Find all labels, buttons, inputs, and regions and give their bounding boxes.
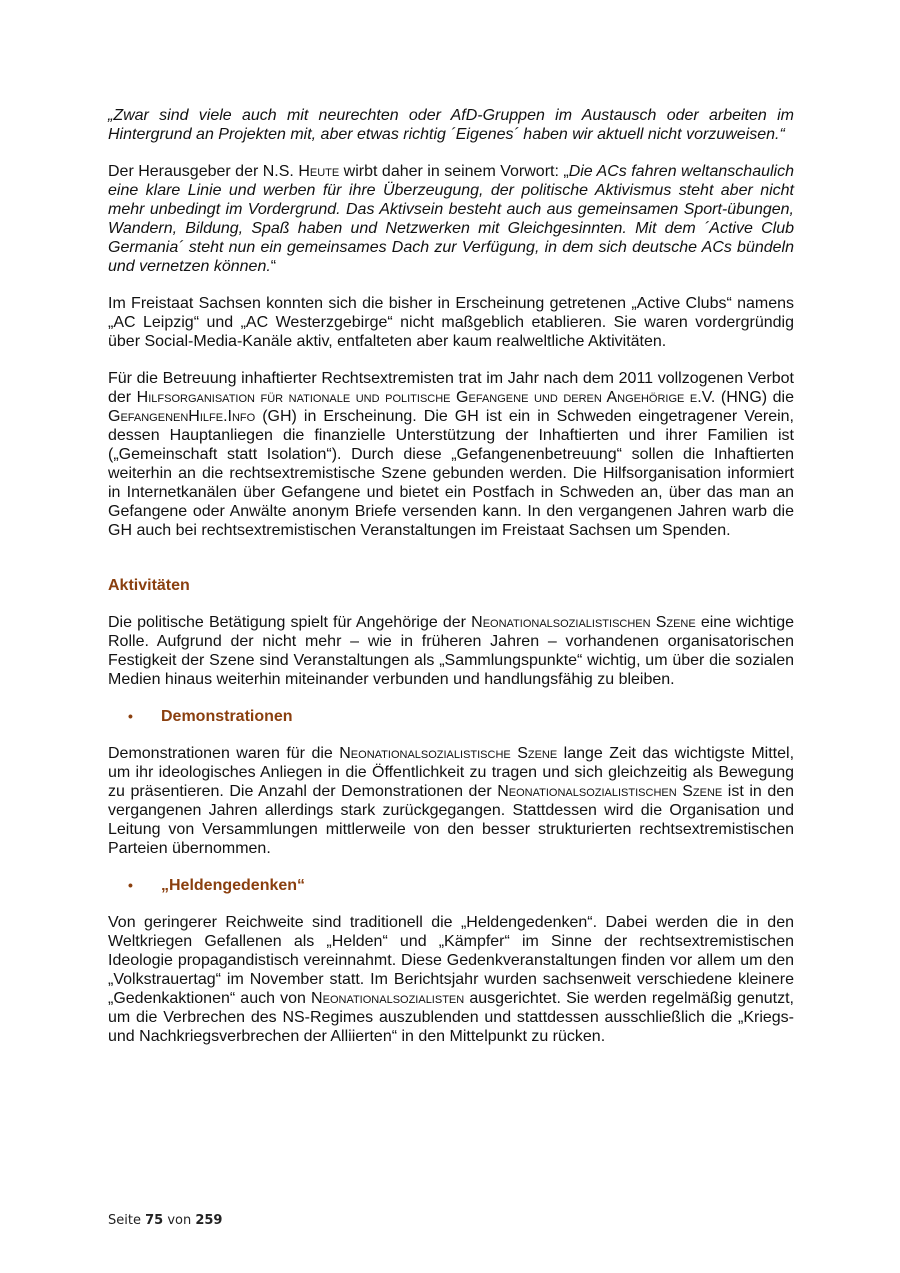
scene-name: Neonationalsozialisten (311, 990, 465, 1007)
text-span: ist in den vergangenen Jahren allerdings stark zurückgegangen. Stattdessen wird die Organisation und Leitung von Versammlungen mittlerweile von den besser strukturierten rechtsextremistischen Parteien übernommen. (108, 783, 795, 857)
organization-name: GefangenenHilfe.Info (108, 408, 256, 425)
page-body (108, 106, 794, 1046)
text-span: Für die Betreuung inhaftierter Rechtsextremisten trat im Jahr nach dem 2011 vollzogenen Verbot der (108, 370, 794, 406)
publication-name: Heute (298, 163, 340, 180)
text-span: Von geringerer Reichweite sind traditionell die „Heldengedenken“. Dabei werden die in den Weltkriegen Gefallenen als „Helden“ und „Kämpfer“ im Sinne der rechtsextremistischen Ideologie propagandistisch vereinnahmt. Diese Gedenkveranstaltungen finden vor allem um den „Volkstrauertag“ im November statt. Im Berichtsjahr wurden sachsenweit verschiedene kleinere „Gedenkaktionen“ auch von (108, 914, 794, 1007)
footer-text: von (163, 1213, 196, 1228)
footer-text: Seite (108, 1213, 146, 1228)
text-span: (GH) in Erscheinung. Die GH ist ein in Schweden eingetragener Verein, dessen Hauptanliegen die finanzielle Unterstützung der Inhaftierten und ihrer Familien ist („Gemeinschaft statt Isolation“). Durch diese „Gefangenenbetreuung“ sollen die Inhaftierten weiterhin an die rechtsextremistische Szene gebunden werden. Die Hilfsorganisation informiert in Internetkanälen über Gefangene und bietet ein Postfach in Schweden an, über das man an Gefangene oder Anwälte anonym Briefe versenden kann. In den vergangenen Jahren warb die GH auch bei rechtsextremistischen Veranstaltungen im Freistaat Sachsen um Spenden. (108, 408, 794, 539)
prisoner-aid-paragraph (108, 369, 794, 540)
text-span: Der Herausgeber der N.S. (108, 163, 299, 180)
text-span: (HNG) die (715, 389, 795, 406)
subheading-heldengedenken (128, 876, 794, 895)
activities-paragraph (108, 613, 794, 689)
bullet-icon: • (128, 877, 133, 893)
subheading-label: Demonstrationen (161, 708, 293, 725)
organization-name: Hilfsorganisation für nationale und politische Gefangene und deren Angehörige e.V. (136, 389, 716, 406)
text-span: “ (270, 258, 277, 275)
text-span: wirbt daher in seinem Vorwort: „ (339, 163, 569, 180)
quote-paragraph (108, 106, 794, 144)
scene-name: Neonationalsozialistischen Szene (471, 614, 696, 631)
text-span: eine wichtige Rolle. Aufgrund der nicht mehr – wie in früheren Jahren – vorhandenen organisatorischen Festigkeit der Szene sind Veranstaltungen als „Sammlungspunkte“ wichtig, um über die sozialen Medien hinaus weiterhin miteinander verbunden und handlungsfähig zu bleiben. (108, 614, 794, 688)
total-page-count: 259 (195, 1213, 223, 1228)
text-span: Demonstrationen waren für die (108, 745, 340, 762)
active-clubs-paragraph: Im Freistaat Sachsen konnten sich die bisher in Erscheinung getretenen „Active Clubs“ namens „AC Leipzig“ und „AC Westerzgebirge“ nicht maßgeblich etablieren. Sie waren vordergründig über Social-Media-Kanäle aktiv, entfalteten aber kaum realweltliche Aktivitäten. (108, 295, 794, 350)
scene-name: Neonationalsozialistischen Szene (497, 783, 723, 800)
foreword-paragraph (108, 162, 794, 276)
foreword-quote: Die ACs fahren weltanschaulich eine klare Linie und werben für ihre Überzeugung, der politische Aktivismus steht aber nicht mehr unbedingt im Vordergrund. Das Aktivsein besteht auch aus gemeinsamen Sport-übungen, Wandern, Bildung, Spaß haben und Netzwerken mit Gleichgesinnten. Mit dem ´Active Club Germania´ steht nun ein gemeinsames Dach zur Verfügung, in dem sich deutsche ACs bündeln und vernetzen können. (108, 163, 794, 275)
quote-text: „Zwar sind viele auch mit neurechten oder AfD-Gruppen im Austausch oder arbeiten im Hintergrund an Projekten mit, aber etwas richtig ´Eigenes´ haben wir aktuell nicht vorzuweisen.“ (108, 107, 794, 143)
text-span: lange Zeit das wichtigste Mittel, um ihr ideologisches Anliegen in die Öffentlichkeit zu tragen und sich gleichzeitig als Bewegung zu präsentieren. Die Anzahl der Demonstrationen der (108, 745, 795, 800)
page-footer (108, 1213, 222, 1228)
subheading-label: „Heldengedenken“ (161, 877, 306, 894)
text-span: Die politische Betätigung spielt für Angehörige der (108, 614, 472, 631)
text-span: ausgerichtet. Sie werden regelmäßig genutzt, um die Verbrechen des NS-Regimes auszublenden und stattdessen ausschließlich die „Kriegs- und Nachkriegsverbrechen der Alliierten“ in den Mittelpunkt zu rücken. (108, 990, 794, 1045)
heldengedenken-paragraph (108, 913, 794, 1046)
section-heading: Aktivitäten (108, 577, 190, 594)
bullet-icon: • (128, 708, 133, 724)
demonstrations-paragraph (108, 744, 794, 858)
subheading-demonstrations (128, 707, 794, 726)
scene-name: Neonationalsozialistische Szene (339, 745, 558, 762)
current-page-number: 75 (145, 1213, 164, 1228)
